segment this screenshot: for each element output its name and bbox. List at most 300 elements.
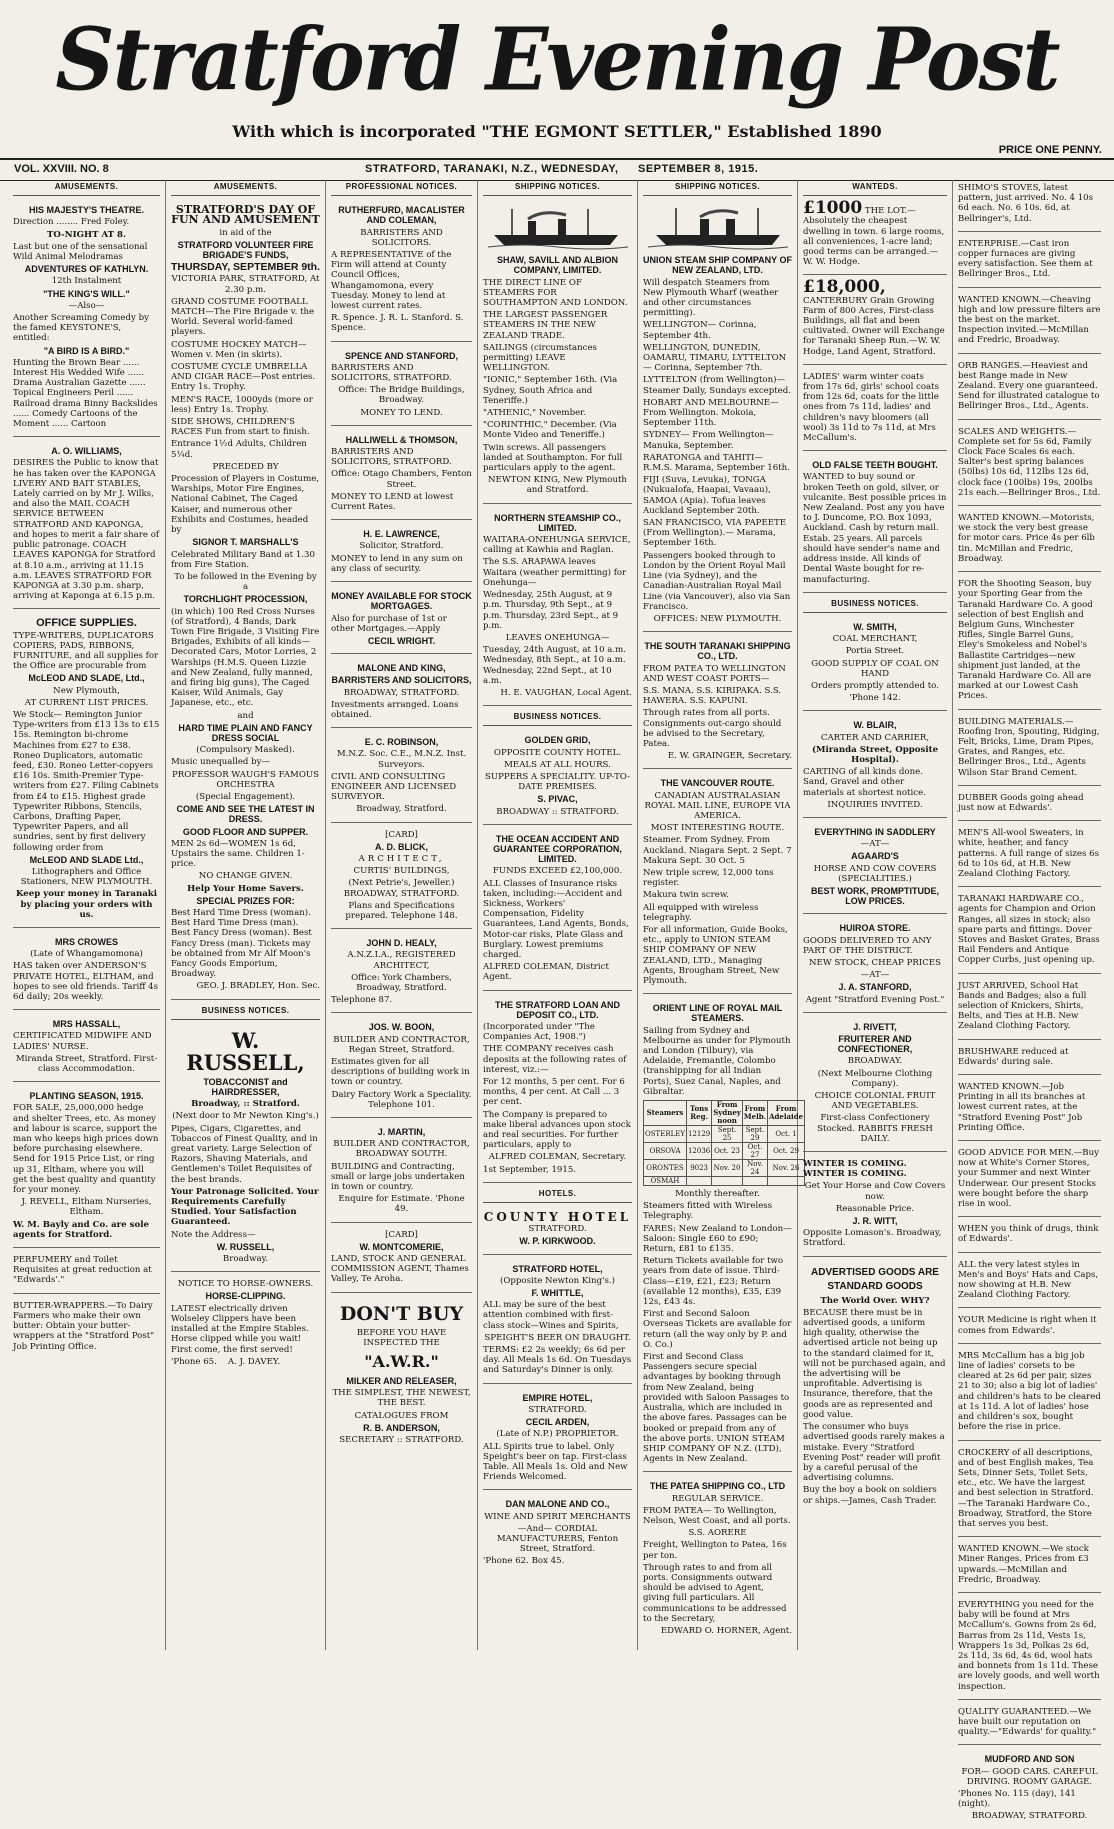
ad-text: BEFORE YOU HAVE INSPECTED THE [356,1327,447,1348]
table-cell: Oct. 29 [768,1143,805,1160]
rivett-ad [803,1017,947,1152]
ad-text: WELLINGTON, DUNEDIN, OAMARU, TIMARU, LYTTELTON— Corinna, September 7th. [643,342,787,374]
ad-text: WANTED KNOWN.—We stock Miner Ranges. Prices from £3 upwards.—McMillan and Fredric, Broadway. [958,1544,1089,1585]
classified-ad [958,1348,1101,1441]
ad-text: Pipes, Cigars, Cigarettes, and Tobaccos of Finest Quality, and in great variety. Large Selection of Razors, Shaving Materials, and Gentlemen's Toilet Requisites of the best brands. [171,1123,318,1185]
ad-heading: UNION STEAM SHIP COMPANY OF NEW ZEALAND, LTD. [643,255,793,276]
ad-text: CHOICE COLONIAL FRUIT AND VEGETABLES. [814,1091,936,1112]
ad-text: FARES: New Zealand to London—Saloon: Single £60 to £90; Return, £81 to £135. [643,1223,792,1255]
ad-text: STRATFORD. [528,1224,587,1235]
ad-text: WHEN you think of drugs, think of Edwards'. [958,1224,1099,1245]
ad-text [803,277,947,357]
blick-ad [331,827,472,930]
smith-coal-ad [803,617,947,711]
classified-ad [958,236,1101,288]
ad-subheading: AGAARD'S [851,851,899,862]
ad-text: "ATHENIC," November. [483,408,587,419]
ad-heading: W. RUSSELL, [186,1027,305,1075]
ad-text: MEN'S All-wool Sweaters, in white, heather, and fancy patterns. A full range of sizes 6s 6d to 10s 6d, at H.B. New Zealand Clothing Factory. [958,828,1099,879]
ad-text: Twin screws. All passengers landed at Southampton. For full particulars apply to the agent. [483,442,623,474]
ad-text: WANTED KNOWN.—Job Printing in all its branches at lowest current rates, at the "Stratford Evening Post" Job Printing Office. [958,1082,1086,1133]
ad-text: FROM PATEA TO WELLINGTON AND WEST COAST PORTS— [643,663,786,684]
column-heading: HOTELS. [483,1187,632,1203]
ad-text: Office: Otago Chambers, Fenton Street. [331,469,472,490]
ad-text: Get Your Horse and Cow Covers now. [804,1181,946,1202]
column-7 [953,180,1106,1822]
ad-text: HAS taken over ANDERSON'S PRIVATE HOTEL, ELTHAM, and hopes to see old friends. Tariff 4s 6d daily; 20s weekly. [13,961,159,1003]
ad-text: Procession of Players in Costume, Warships, Motor Fire Engines, National Cabinet, The Caged Kaiser, and numerous other Exhibits and Costumes, headed by [171,474,320,536]
ad-text: M.N.Z. Soc. C.E., M.N.Z. Inst. Surveyors. [336,749,467,770]
ad-text: A REPRESENTATIVE of the Firm will attend at County Council Offices, Whangamomona, every Tuesday. Money to lend at lowest current rates. [331,250,452,312]
ad-signature: A. J. DAVEY. [227,1356,281,1367]
ad-text: Hunting the Brown Bear ...... Interest His Wedded Wife ...... Drama Australian Gazette ...... Topical Engineers Peril ...... Railroad drama Binny Backslides ...... Comedy Cartoons of the Moment ...... Cartoon [13,357,158,430]
ad-subheading: "A.W.R." [364,1352,439,1372]
ad-text: The S.S. ARAPAWA leaves Waitara (weather permitting) for Onehunga— [483,557,627,588]
column-5 [638,180,804,1650]
column-heading: BUSINESS NOTICES. [171,1004,320,1020]
ad-text: Steamers fitted with Wireless Telegraphy. [643,1201,773,1222]
ad-text: THE DIRECT LINE OF STEAMERS FOR SOUTHAMPTON AND LONDON. [483,277,628,309]
table-cell: Nov. 20 [712,1160,743,1177]
ad-text: JUST ARRIVED, School Hat Bands and Badges; also a full selection of Knickers, Shirts, Belts, and Ties at H.B. New Zealand Clothing Factory. [958,980,1087,1032]
ad-text: Also for purchase of 1st or other Mortgages.—Apply [331,613,447,634]
table-cell: OSTERLEY [644,1126,687,1143]
ad-text: SIDE SHOWS, CHILDREN'S RACES Fun from start to finish. [171,417,310,438]
ad-text: Monthly thereafter. [675,1189,760,1200]
advertised-goods-ad [803,1261,947,1513]
ad-text: BARRISTERS AND SOLICITORS. [360,227,443,248]
ad-text: ALL may be sure of the best attention combined with first-class stock—Wines and Spirits, [483,1300,619,1331]
empire-hotel-ad [483,1388,632,1491]
ad-text: SHIMO'S STOVES, latest pattern, just arrived. No. 4 10s 6d each. No. 6 10s. 6d, at Bellringer's, Ltd. [958,183,1094,224]
ad-heading: EMPIRE HOTEL, [522,1392,593,1403]
ad-text: CATALOGUES FROM [354,1410,449,1421]
ad-heading: THE PATEA SHIPPING CO., LTD [649,1481,786,1492]
column-4 [478,180,638,1650]
ad-text: CIVIL AND CONSULTING ENGINEER AND LICENSED SURVEYOR. [331,771,457,803]
fun-day-ad [171,200,320,999]
table-header: From Sydney noon [713,1100,741,1126]
planting-ad [13,1086,160,1248]
ad-signature: S. PIVAC, [537,794,578,805]
table-cell: 9023 [686,1160,711,1177]
ad-subheading: MILKER AND RELEASER, [346,1376,457,1387]
crowes-ad [13,932,160,1010]
ad-text: BROADWAY :: STRATFORD. [496,806,619,817]
ad-price: £18,000, [803,277,886,298]
sailings-table [643,1100,805,1186]
table-cell: Nov. 24 [742,1160,767,1177]
ad-text: ALL Spirits true to label. Only Speight's beer on tap. First-class Table. All Meals 1s. Old and New Friends Welcomed. [483,1441,628,1483]
card-label: [CARD] [385,829,418,840]
williams-ad [13,441,160,609]
ad-subheading: FRUITERER AND CONFECTIONER, [837,1034,913,1055]
ad-text: SYDNEY— From Wellington—Manuka, September. [643,430,774,451]
ad-subheading: "THE KING'S WILL." [43,288,130,299]
ad-text: GOODS DELIVERED TO ANY PART OF THE DISTRICT. [803,935,932,956]
ad-subheading: BEST WORK, PROMPTITUDE, LOW PRICES. [811,885,939,907]
ad-text: —AT— [860,839,890,850]
ad-text: Steamer. From Sydney. From Auckland. Niagara Sept. 2 Sept. 7 Makura Sept. 30 Oct. 5 [643,835,792,866]
ad-text: MEN'S RACE, 1000yds (more or less) Entry 1s. Trophy. [171,394,313,415]
ad-heading: NOTICE TO HORSE-OWNERS. [177,1279,314,1290]
union-steamship-ad [643,200,792,632]
ad-heading: NORTHERN STEAMSHIP CO., LIMITED. [494,512,621,533]
blair-carrier-ad [803,715,947,818]
ad-firm: McLEOD AND SLADE Ltd., [29,854,144,865]
ad-heading: GOLDEN GRID, [524,735,591,746]
ad-text: BARRISTERS AND SOLICITORS, STRATFORD. [331,447,452,468]
columns [8,180,1106,1822]
ad-text: SAN FRANCISCO, VIA PAPEETE (From Wellington).— Marama, September 16th. [643,518,787,549]
ad-subheading: HORSE-CLIPPING. [205,1291,286,1302]
ad-text: (Next Melbourne Clothing Company). [817,1068,933,1089]
column-1 [8,180,166,1650]
ad-text: BUTTER-WRAPPERS.—To Dairy Farmers who make their own butter: Obtain your butter-wrappers at the "Stratford Post" Job Printing Office. [13,1300,155,1352]
ad-heading: ORIENT LINE OF ROYAL MAIL STEAMERS. [652,1003,783,1024]
ad-text: PERFUMERY and Toilet Requisites at great reduction at "Edwards'." [13,1255,152,1286]
perfumery-ad [13,1252,160,1294]
ad-text: A.N.Z.I.A., REGISTERED ARCHITECT, [347,950,456,971]
rutherfurd-ad [331,200,472,341]
ad-text: YOUR Medicine is right when it comes from Edwards'. [958,1315,1097,1336]
ad-text: First and Second Saloon Overseas Tickets are available for return (all the way only by P. and O. Co.) [643,1309,792,1350]
ad-text: LYTTELTON (from Wellington)— Steamer Daily, Sundays excepted. [643,375,791,396]
ad-text: Broadway, :: Stratford. [191,1099,300,1110]
ad-text: Freight, Wellington to Patea, 16s per ton. [643,1540,787,1561]
ad-text: First and Second Class Passengers secure special advantages by booking through from New Zealand, being provided with Saloon Passages to Australia, which are included in the above fares. Passages can be booked or prepaid from any of the above ports. UNION STEAM SHIP COMPANY OF N.Z. (LTD), Agents in New Zealand. [643,1352,790,1465]
ad-text: First-class Confectionery Stocked. RABBITS FRESH DAILY. [817,1113,933,1144]
ad-signature: E. W. GRAINGER, Secretary. [667,751,792,762]
ad-text: Office: The Bridge Buildings, Broadway. [338,385,465,406]
hassall-ad [13,1014,160,1082]
ad-signature: W. RUSSELL, [216,1241,275,1252]
ad-text: WINE AND SPIRIT MERCHANTS [484,1511,631,1522]
ad-text: Celebrated Military Band at 1.30 from Fire Station. [171,549,315,570]
ad-text: S.S. MANA. S.S. KIRIPAKA. S.S. HAWERA. S.S. KAPUNI. [643,685,782,707]
column-heading: BUSINESS NOTICES. [483,710,632,726]
classified-ad [958,1044,1101,1075]
ad-text: SPEIGHT'S BEER ON DRAUGHT. [484,1332,631,1343]
ad-text: FIJI (Suva, Levuka), TONGA (Nukualofa, Haapai, Vavaau), SAMOA (Apia). Tofua leaves Auckland September 20th. [643,475,771,516]
ad-text: "IONIC," September 16th. (Via Sydney, South Africa and Teneriffe.) [483,375,618,406]
place-line: STRATFORD, TARANAKI, N.Z., WEDNESDAY, [365,163,619,175]
ad-text: SAILINGS (circumstances permitting) LEAVE WELLINGTON. [483,342,597,374]
ad-signature: NEWTON KING, New Plymouth and Stratford. [488,475,627,496]
steamship-illustration [488,205,628,251]
ad-text: FUNDS EXCEED £2,100,000. [492,866,623,877]
table-cell: ORSOVA [644,1143,687,1160]
ad-signature: H. E. VAUGHAN, Local Agent. [500,687,632,698]
ad-text: ENTERPRISE.—Cast iron copper furnaces are giving every satisfaction. See them at Bellringer Bros., Ltd. [958,238,1093,280]
ad-text: FOR the Shooting Season, buy your Sporting Gear from the Taranaki Hardware Co. A good selection of best English and Belgium Guns, Winchester Rifles, Single Barrel Guns, Eley's Smokeless and Nobel's Ballastite Cartridges—new shipment just landed, at the Taranaki Hardware Co. All are marked at our Lowest Cash Prices. [958,579,1093,702]
table-row [644,1126,805,1143]
ad-body: THE LOT.—Absolutely the cheapest dwelling in town. 6 large rooms, all conveniences, 1-acre land; good terms can be arranged.—W. W. Hodge. [803,206,945,268]
ad-text: Dairy Factory Work a Speciality. Telephone 101. [331,1089,472,1110]
ad-firm: McLEOD AND SLADE, Ltd., [28,673,145,684]
halliwell-ad [331,430,472,520]
table-header: From Adelaide [768,1101,805,1126]
ad-text: Enquire for Estimate. 'Phone 49. [338,1194,465,1215]
ad-text: BROADWAY. [847,1056,903,1067]
classified-ad [958,1145,1101,1217]
classified-ad [958,180,1101,232]
ad-text: Last but one of the sensational Wild Animal Melodramas [13,241,148,263]
classified-ad [958,891,1101,973]
ad-text: THE LARGEST PASSENGER STEAMERS IN THE NEW ZEALAND TRADE. [483,310,608,341]
healy-ad [331,933,472,1013]
ad-heading: DAN MALONE AND CO., [505,1499,610,1510]
ad-text: S.S. AORERE [688,1528,747,1539]
ad-heading: HIS MAJESTY'S THEATRE. [29,205,144,216]
theatre-ad [13,200,160,437]
ad-text: DESIRES the Public to know that he has taken over the KAPONGA LIVERY AND BAIT STABLES, Lately carried on by Mr J. Wilks, and also the MAIL COACH SERVICE BETWEEN STRATFORD AND KAPONGA, and hopes to merit a fair share of public patronage. COACH LEAVES KAPONGA for Stratford at 8.10 a.m., arriving at 11.15 a.m. LEAVES STRATFORD FOR KAPONGA at 3.30 p.m. sharp, arriving at Kaponga at 6.15 p.m. [13,458,160,602]
ad-text: Telephone 87. [331,995,393,1006]
ad-signature: EDWARD O. HORNER, Agent. [660,1625,792,1636]
ad-text: FOR— GOOD CARS. CAREFUL DRIVING. ROOMY GARAGE. [961,1766,1098,1787]
ad-signature: J. R. WITT, [852,1216,898,1227]
ad-text: ARCHITECT, [358,853,445,864]
ad-text: Broadway. [222,1254,269,1265]
ad-text: All equipped with wireless telegraphy. [643,902,759,923]
ad-text [171,1357,320,1367]
loan-deposit-ad [483,995,632,1183]
ad-heading: THE SOUTH TARANAKI SHIPPING CO., LTD. [644,641,791,662]
ad-text: COAL MERCHANT, [832,634,918,645]
ad-text: WELLINGTON— Corinna, September 4th. [643,320,757,341]
table-row [644,1143,805,1160]
classified-ad [958,1541,1101,1593]
ad-heading: STRATFORD HOTEL, [512,1263,603,1274]
russell-ad [171,1024,320,1272]
ad-text: THE SIMPLEST, THE NEWEST, THE BEST. [332,1388,471,1409]
table-cell: 12129 [686,1126,711,1143]
patea-shipping-ad [643,1476,792,1643]
ad-text [803,1159,947,1179]
ad-text: For 12 months, 5 per cent. For 6 months, 4 per cent. At Call ... 3 per cent. [483,1077,625,1108]
ad-text: INQUIRIES INVITED. [827,799,923,810]
ad-text: Buy the boy a book on soldiers or ships.—James, Cash Trader. [803,1485,937,1506]
ad-text: WANTED KNOWN.—Motorists, we stock the very best grease for motor cars. Price 4s per 6lb tin. McMillan and Fredric, Broadway. [958,513,1095,564]
ad-heading: W. BLAIR, [853,720,897,731]
huiroa-store-ad [803,918,947,1012]
ad-heading: ADVERTISED GOODS ARE STANDARD GOODS [811,1266,939,1292]
ad-text: FROM PATEA— To Wellington, Nelson, West Coast, and all ports. [643,1505,791,1526]
ad-text: Through rates from all ports. Consignments out-cargo should be advised to the Secretary, Patea. [643,708,782,749]
ad-signature: GEO. J. BRADLEY, Hon. Sec. [196,981,320,992]
ad-text: Lithographers and Office Stationers, NEW PLYMOUTH. [20,866,153,888]
ad-text: Tuesday, 24th August, at 10 a.m. Wednesday, 8th Sept., at 10 a.m. Wednesday, 22nd Sept., at 10 a.m. [483,645,627,686]
ad-body: CANTERBURY Grain Growing Farm of 800 Acres, First-class Buildings, all flat and been cultivated. Owner will Exchange for Taranaki Sheep Run.—W. W. Hodge, Land Agent, Stratford. [803,295,945,357]
ad-text: Office: York Chambers, Broadway, Stratford. [351,972,452,993]
ad-text: CURTIS' BUILDINGS, [353,866,450,877]
ad-text: Investments arranged. Loans obtained. [331,699,459,720]
table-cell: ORONTES [644,1160,687,1177]
ad-text: Portia Street. [845,646,905,657]
butter-wrappers-ad [13,1298,160,1359]
ad-text: MONEY to lend in any sum on any class of security. [331,553,463,574]
ad-heading: J. RIVETT, [853,1021,897,1032]
golden-grid-ad [483,730,632,824]
ad-subheading: SIGNOR T. MARSHALL'S [192,537,299,548]
ad-text: PRECEDED BY [212,461,279,472]
ad-text: "CORINTHIC," December. (Via Monte Video and Teneriffe.) [483,420,617,441]
ad-text: 'Phone 142. [849,693,901,704]
ad-text: R. Spence. J. R. L. Stanford. S. Spence. [331,313,464,334]
ad-text: BROADWAY, STRATFORD. [971,1811,1088,1822]
ad-text: BUILDER AND CONTRACTOR, Regan Street, Stratford. [333,1034,470,1055]
ad-heading: EVERYTHING IN SADDLERY [814,826,936,837]
ad-heading: A. O. WILLIAMS, [51,446,122,457]
saddlery-ad [803,822,947,914]
ad-text: MONEY TO LEND. [360,407,443,418]
ad-heading: THE OCEAN ACCIDENT AND GUARANTEE CORPORATION, LIMITED. [493,833,622,865]
ad-text: RARATONGA and TAHITI— R.M.S. Marama, September 16th. [643,452,790,474]
ad-heading: OLD FALSE TEETH BOUGHT. [812,460,938,471]
ad-text: Another Screaming Comedy by the famed KEYSTONE'S, entitled: [13,313,149,344]
ad-heading: MRS HASSALL, [52,1019,121,1030]
ad-text: (Incorporated under "The Companies Act, 1908.") [483,1022,595,1043]
card-label: [CARD] [385,1229,418,1240]
ad-text: —And— CORDIAL MANUFACTURERS, Fenton Street, Stratford. [496,1523,619,1555]
ad-text: New Plymouth, [53,685,120,696]
ad-heading: J. MARTIN, [377,1127,426,1138]
classified-ad [958,358,1101,420]
stock-mortgages-ad [331,586,472,654]
classified-ad [958,1597,1101,1700]
ad-text: TERMS: £2 2s weekly; 6s 6d per day. All Meals 1s 6d. On Tuesdays and Saturday's Dinner is only. [483,1345,632,1376]
ad-heading: STRATFORD'S DAY OF FUN AND AMUSEMENT [171,203,320,227]
ad-text: Opposite Lomason's. Broadway, Stratford. [803,1228,942,1249]
masthead-title: Stratford Evening Post [55,9,1059,111]
ad-text: and [237,710,254,721]
column-heading: PROFESSIONAL NOTICES. [331,180,472,196]
ad-heading: OFFICE SUPPLIES. [36,617,137,630]
malone-king-ad [331,658,472,728]
ad-text: Wednesday, 25th August, at 9 p.m. Thursday, 9th Sept., at 9 p.m. Thursday, 23rd Sept., at 9 p.m. [483,590,619,631]
table-row [644,1160,805,1177]
classified-ad [958,1221,1101,1252]
volume-number: VOL. XXVIII. NO. 8 [14,163,109,175]
column-3 [326,180,478,1650]
ad-text: CARTER AND CARRIER, [820,732,930,743]
office-supplies-ad [13,613,160,928]
ad-text: For all information, Guide Books, etc., apply to UNION STEAM SHIP COMPANY OF NEW ZEALAND, LTD., Managing Agents, Brougham Street, New Plymouth. [643,924,788,986]
ad-text: CERTIFICATED MIDWIFE AND LADIES' NURSE. [13,1031,152,1052]
column-heading: AMUSEMENTS. [171,180,320,196]
ad-text: MONEY TO LEND at lowest Current Rates. [331,491,454,513]
ad-subheading: STRATFORD VOLUNTEER FIRE BRIGADE'S FUNDS, [177,239,314,261]
ad-text: Music unequalled by— [171,757,271,768]
table-header: Steamers [644,1101,687,1126]
classified-ad [958,424,1101,506]
table-cell: Oct. 27 [742,1143,767,1160]
ad-text: TO-NIGHT AT 8. [46,229,127,240]
ad-heading: MALONE AND KING, [357,663,446,674]
ad-heading: WINTER IS COMING. [803,1159,907,1170]
column-heading: SHIPPING NOTICES. [483,180,632,196]
ad-text: Plans and Specifications prepared. Telephone 148. [345,900,458,921]
ad-text: Return Tickets available for two years from date of issue. Third-Class—£19, £21, £23; Return (available 12 months), £35, £39 12s, £43 4s. [643,1256,784,1308]
ad-subheading: TORCHLIGHT PROCESSION, [183,594,308,605]
lawrence-ad [331,524,472,582]
orient-line-ad [643,998,804,1472]
ad-text [803,198,947,268]
ad-text: To be followed in the Evening by a [174,571,317,593]
table-cell: Sept. 25 [712,1126,743,1143]
ad-phone: 'Phone 65. [171,1356,217,1367]
classified-ad [958,978,1101,1040]
table-cell: Sept. 29 [742,1126,767,1143]
ad-text: CARTING of all kinds done. Sand, Gravel and other materials at shortest notice. [803,767,926,798]
ad-text: Agent "Stratford Evening Post." [805,994,945,1005]
steamship-illustration [648,205,788,251]
ad-text: (Next door to Mr Newton King's.) [172,1111,319,1122]
ad-heading: MRS CROWES [55,937,118,947]
mudford-ad [958,1749,1101,1828]
price: PRICE ONE PENNY. [998,144,1102,156]
ad-text: Through rates to and from all ports. Consignments outward should be advised to Agent, giving full particulars. All communications to be addressed to the Secretary, [643,1562,787,1624]
ad-text: SECRETARY :: STRATFORD. [339,1435,464,1446]
ad-text: MEN 2s 6d—WOMEN 1s 6d, Upstairs the same. Children 1-price. [171,838,305,870]
classified-ad [958,510,1101,572]
ad-text: REGULAR SERVICE. [671,1493,764,1504]
classified-ad [958,714,1101,786]
ad-text: MEALS AT ALL HOURS. [504,759,611,770]
table-row [644,1177,805,1186]
northern-steamship-ad [483,508,632,706]
ad-heading: PLANTING SEASON, 1915. [29,1091,144,1102]
ad-subheading: SPECIAL PRIZES FOR: [196,895,295,906]
witt-ad [803,1156,947,1257]
issue-date: SEPTEMBER 8, 1915. [638,163,759,175]
classified-ad [958,825,1101,887]
spence-stanford-ad [331,346,472,426]
ad-heading: W. MONTCOMERIE, [359,1241,444,1252]
table-cell: Nov. 26 [768,1160,805,1177]
ad-text: Note the Address— [171,1229,256,1240]
awr-milker-ad [331,1297,472,1453]
ad-heading: W. SMITH, [853,621,897,632]
ad-subheading: BARRISTERS AND SOLICITORS, [331,675,472,686]
ad-text: Reasonable Price. [835,1203,915,1214]
hodge-18000-ad [803,279,947,364]
ad-heading: E. C. ROBINSON, [364,737,439,748]
ad-text: (Late of N.P.) PROPRIETOR. [496,1429,619,1440]
ad-subheading: COME AND SEE THE LATEST IN DRESS. [176,804,315,825]
ad-text: NO CHANGE GIVEN. [198,871,293,882]
ad-heading: MUDFORD AND SON [984,1754,1075,1765]
masthead [0,0,1114,120]
ad-text: MRS McCallum has a big job line of ladies' corsets to be cleared at 2s 6d per pair, sizes 21 to 30; also a big lot of ladies' and children's hats to be cleared at 1s 11d. A lot of ladies' hose and children's sox, bought before the rise in price. [958,1350,1101,1433]
ad-text: BECAUSE there must be in advertised goods, a uniform high quality, otherwise the advertised article not being up to the standard claimed for it, will not be purchased again, and the advertising will be unprofitable. Advertising is Insurance, therefore, that the goods are as represented and good value. [803,1307,946,1420]
ad-subheading: TOBACCONIST and HAIRDRESSER, [203,1076,288,1098]
ad-heading: JOS. W. BOON, [368,1022,435,1033]
ad-text: LATEST electrically driven Wolseley Clippers have been installed at the Empire Stables. Horse clipped while you wait! First come, the first served! [171,1303,309,1355]
ad-text: in aid of the [219,227,272,238]
classified-ad [958,1445,1101,1538]
boon-ad [331,1017,472,1118]
ad-text: 'Phone 62. Box 45. [483,1556,565,1567]
ad-heading: HALLIWELL & THOMSON, [345,434,458,445]
ad-text: New triple screw, 12,000 tons register. [643,867,774,889]
robinson-ad [331,732,472,822]
ad-text: EVERYTHING you need for the baby will be found at Mrs McCallum's. Gowns from 2s 6d, Barras from 2s 11d, Vests 1s, Wrappers 1s 3d, Polkas 2s 6d, 2s 11d, 3s 6d, 4s 6d, wool hats and bonnets from 1s 11d. These are lovely goods, and well worth inspection. [958,1599,1100,1692]
ad-heading-2: WINTER IS COMING. [803,1169,907,1180]
ad-subheading: ADVENTURES OF KATHLYN. [24,264,149,275]
vancouver-route-ad [643,773,792,994]
ad-text: (Miranda Street, Opposite Hospital). [811,744,939,765]
